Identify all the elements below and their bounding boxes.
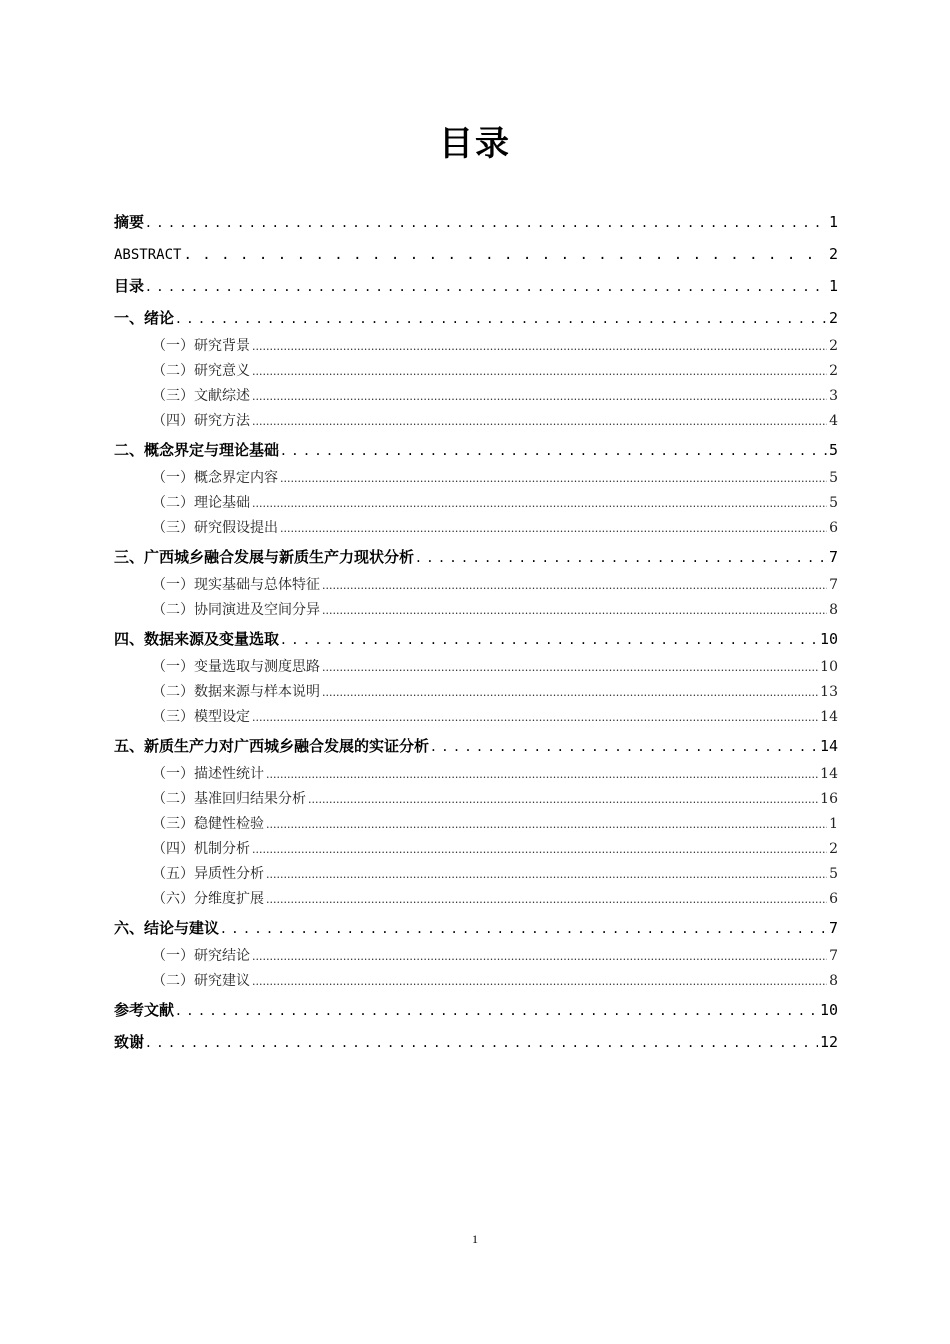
toc-entry-section[interactable] xyxy=(114,573,838,598)
dot-leader xyxy=(431,730,818,762)
toc-entry-section[interactable] xyxy=(114,969,838,994)
toc-entry-section[interactable] xyxy=(114,598,838,623)
dot-leader xyxy=(266,812,827,837)
toc-entry-section[interactable] xyxy=(114,516,838,541)
toc-entry-chapter-6[interactable] xyxy=(114,912,838,944)
dot-leader xyxy=(266,862,827,887)
dot-leader xyxy=(322,655,818,680)
toc-entry-section[interactable] xyxy=(114,762,838,787)
toc-entry-label: （三）研究假设提出 xyxy=(152,520,278,536)
toc-entry-page: 5 xyxy=(829,866,838,882)
toc-entry-label: （一）研究背景 xyxy=(152,338,250,354)
toc-entry-label: 二、概念界定与理论基础 xyxy=(114,441,280,459)
toc-entry-section[interactable] xyxy=(114,887,838,912)
toc-entry-section[interactable] xyxy=(114,491,838,516)
toc-entry-label: （一）变量选取与测度思路 xyxy=(152,659,320,675)
toc-entry-label: （一）描述性统计 xyxy=(152,766,264,782)
toc-entry-page: 7 xyxy=(828,548,838,566)
toc-entry-label: （三）模型设定 xyxy=(152,709,250,725)
toc-entry-label: （二）研究建议 xyxy=(152,973,250,989)
toc-entry-page: 2 xyxy=(828,245,838,263)
toc-entry-label: （二）数据来源与样本说明 xyxy=(152,684,320,700)
toc-entry-label: （一）现实基础与总体特征 xyxy=(152,577,320,593)
toc-entry-label: 参考文献 xyxy=(114,1001,175,1019)
toc-entry-page: 2 xyxy=(829,363,838,379)
toc-entry-label: 摘要 xyxy=(114,213,145,231)
toc-entry-page: 5 xyxy=(829,495,838,511)
toc-entry-abstract-cn[interactable] xyxy=(114,206,838,238)
dot-leader xyxy=(252,705,818,730)
toc-entry-label: 六、结论与建议 xyxy=(114,919,220,937)
toc-entry-page: 14 xyxy=(819,737,838,755)
toc-entry-section[interactable] xyxy=(114,944,838,969)
dot-leader xyxy=(252,969,827,994)
toc-entry-label: （四）研究方法 xyxy=(152,413,250,429)
toc-entry-page: 5 xyxy=(829,470,838,486)
toc-entry-section[interactable] xyxy=(114,862,838,887)
toc-entry-section[interactable] xyxy=(114,466,838,491)
toc-entry-page: 1 xyxy=(828,277,838,295)
toc-entry-page: 7 xyxy=(828,919,838,937)
dot-leader xyxy=(322,680,818,705)
toc-entry-label: （二）基准回归结果分析 xyxy=(152,791,306,807)
toc-entry-page: 2 xyxy=(829,338,838,354)
toc-entry-label: （二）研究意义 xyxy=(152,363,250,379)
toc-entry-section[interactable] xyxy=(114,837,838,862)
dot-leader xyxy=(308,787,818,812)
toc-entry-label: 目录 xyxy=(114,277,145,295)
toc-entry-page: 1 xyxy=(828,213,838,231)
dot-leader xyxy=(266,762,818,787)
dot-leader xyxy=(280,516,827,541)
dot-leader xyxy=(183,239,827,271)
toc-entry-section[interactable] xyxy=(114,655,838,680)
dot-leader xyxy=(252,334,827,359)
toc-entry-page: 12 xyxy=(819,1033,838,1051)
toc-entry-label: （二）理论基础 xyxy=(152,495,250,511)
toc-entry-page: 7 xyxy=(829,577,838,593)
dot-leader xyxy=(176,302,827,334)
page-title: 目录 xyxy=(439,124,511,164)
toc-entry-chapter-5[interactable] xyxy=(114,730,838,762)
dot-leader xyxy=(322,598,827,623)
toc-entry-page: 6 xyxy=(829,891,838,907)
toc-entry-references[interactable] xyxy=(114,994,838,1026)
toc-entry-section[interactable] xyxy=(114,334,838,359)
toc-entry-label: （一）研究结论 xyxy=(152,948,250,964)
toc-entry-section[interactable] xyxy=(114,384,838,409)
dot-leader xyxy=(322,573,827,598)
toc-entry-chapter-1[interactable] xyxy=(114,302,838,334)
toc-entry-contents[interactable] xyxy=(114,270,838,302)
toc-entry-label: 三、广西城乡融合发展与新质生产力现状分析 xyxy=(114,548,415,566)
toc-entry-section[interactable] xyxy=(114,812,838,837)
toc-entry-acknowledgements[interactable] xyxy=(114,1026,838,1058)
footer-page-number: 1 xyxy=(472,1232,478,1246)
toc-entry-page: 16 xyxy=(820,791,838,807)
toc-entry-page: 10 xyxy=(819,630,838,648)
dot-leader xyxy=(176,994,818,1026)
dot-leader xyxy=(252,384,827,409)
toc-entry-label: （六）分维度扩展 xyxy=(152,891,264,907)
dot-leader xyxy=(252,837,827,862)
toc-entry-abstract-en[interactable] xyxy=(114,238,838,270)
toc-entry-page: 6 xyxy=(829,520,838,536)
toc-entry-page: 13 xyxy=(820,684,838,700)
toc-entry-chapter-2[interactable] xyxy=(114,434,838,466)
dot-leader xyxy=(281,623,818,655)
dot-leader xyxy=(221,912,827,944)
toc-entry-label: （五）异质性分析 xyxy=(152,866,264,882)
toc-entry-page: 8 xyxy=(829,973,838,989)
dot-leader xyxy=(252,491,827,516)
toc-entry-label: 一、绪论 xyxy=(114,309,175,327)
dot-leader xyxy=(280,466,827,491)
dot-leader xyxy=(266,887,827,912)
dot-leader xyxy=(281,434,827,466)
toc-entry-page: 2 xyxy=(828,309,838,327)
toc-entry-label: （一）概念界定内容 xyxy=(152,470,278,486)
toc-entry-section[interactable] xyxy=(114,680,838,705)
toc-entry-page: 5 xyxy=(828,441,838,459)
dot-leader xyxy=(252,944,827,969)
toc-entry-section[interactable] xyxy=(114,705,838,730)
toc-entry-label: 致谢 xyxy=(114,1033,145,1051)
toc-entry-section[interactable] xyxy=(114,409,838,434)
toc-entry-section[interactable] xyxy=(114,359,838,384)
toc-entry-page: 14 xyxy=(820,709,838,725)
toc-entry-page: 4 xyxy=(829,413,838,429)
toc-entry-label: （四）机制分析 xyxy=(152,841,250,857)
dot-leader xyxy=(252,409,827,434)
toc-entry-label: ABSTRACT xyxy=(114,247,182,263)
table-of-contents xyxy=(114,206,838,1058)
dot-leader xyxy=(252,359,827,384)
dot-leader xyxy=(146,270,827,302)
dot-leader xyxy=(146,1026,818,1058)
toc-entry-label: 五、新质生产力对广西城乡融合发展的实证分析 xyxy=(114,737,430,755)
toc-entry-label: （三）稳健性检验 xyxy=(152,816,264,832)
toc-entry-label: （二）协同演进及空间分异 xyxy=(152,602,320,618)
toc-entry-page: 1 xyxy=(829,816,838,832)
toc-entry-page: 3 xyxy=(829,388,838,404)
toc-entry-page: 10 xyxy=(819,1001,838,1019)
toc-entry-page: 10 xyxy=(820,659,838,675)
dot-leader xyxy=(146,206,827,238)
toc-entry-page: 14 xyxy=(820,766,838,782)
toc-entry-label: （三）文献综述 xyxy=(152,388,250,404)
toc-entry-chapter-3[interactable] xyxy=(114,541,838,573)
toc-entry-label: 四、数据来源及变量选取 xyxy=(114,630,280,648)
toc-entry-page: 2 xyxy=(829,841,838,857)
toc-entry-chapter-4[interactable] xyxy=(114,623,838,655)
toc-entry-page: 7 xyxy=(829,948,838,964)
toc-entry-page: 8 xyxy=(829,602,838,618)
dot-leader xyxy=(416,541,827,573)
toc-entry-section[interactable] xyxy=(114,787,838,812)
